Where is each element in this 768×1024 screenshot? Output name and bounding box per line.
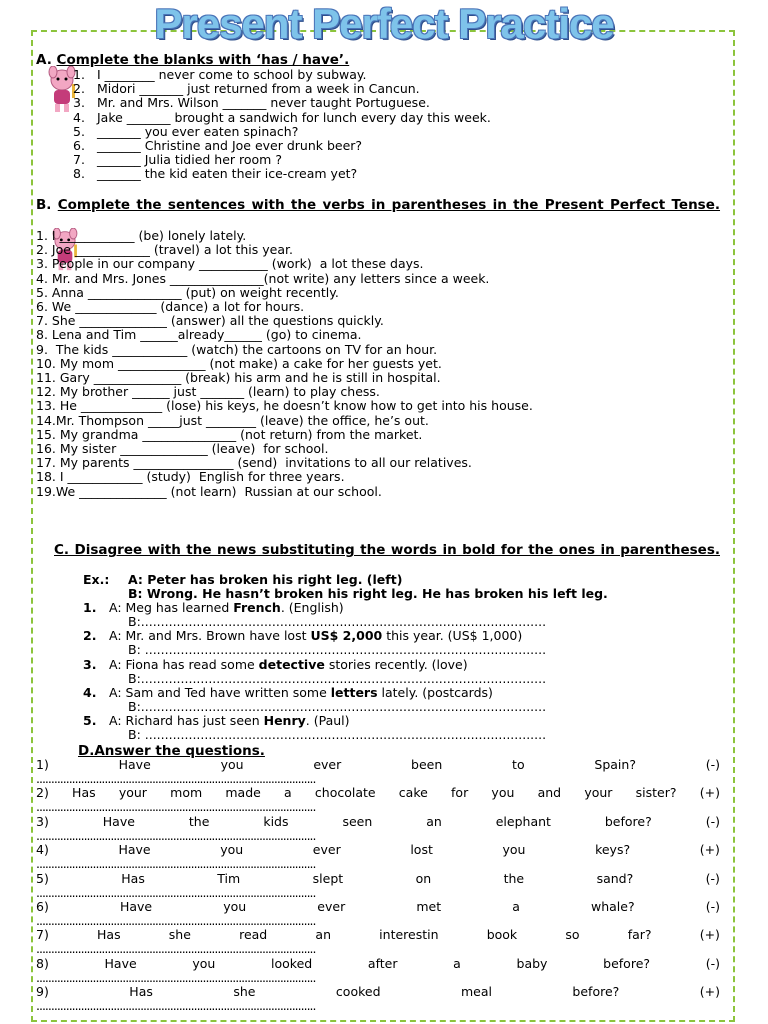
bold-word: French xyxy=(233,600,281,615)
list-item: _______ you ever eaten spinach? xyxy=(97,123,299,139)
question-row xyxy=(36,985,720,999)
answer-line: B:...................................................................................................... xyxy=(128,670,547,686)
question-word: Tim xyxy=(217,870,241,886)
list-item: 9. The kids ____________ (watch) the cartoons on TV for an hour. xyxy=(36,341,438,357)
question-word: Has xyxy=(72,785,96,801)
answer-line: .............................................................................................. xyxy=(36,943,316,956)
question-word: met xyxy=(416,899,442,914)
list-item: 17. My parents ________________ (send) invitations to all our relatives. xyxy=(36,455,472,471)
list-item: 8. Lena and Tim ______already______ (go) to cinema. xyxy=(36,327,362,343)
question-row xyxy=(36,815,720,829)
list-item-number: 3. xyxy=(83,656,97,672)
example-b: B: Wrong. He hasn’t broken his right leg. He has broken his left leg. xyxy=(128,586,608,601)
question-word: (-) xyxy=(705,955,720,971)
question-word: Have xyxy=(119,899,153,914)
list-item: 6. We _____________ (dance) a lot for hours. xyxy=(36,299,305,314)
question-word: Spain? xyxy=(594,757,636,772)
question-word: ever xyxy=(317,899,346,914)
question-word: made xyxy=(225,785,261,801)
list-item: 5. Anna _______________ (put) on weight recently. xyxy=(36,284,339,300)
question-word: your xyxy=(584,785,613,801)
question-word: you xyxy=(192,955,216,971)
bold-word: Henry xyxy=(263,713,306,729)
exercise-statement xyxy=(109,629,522,643)
statement-text: . (Paul) xyxy=(305,713,350,729)
question-word: 1) xyxy=(36,757,49,772)
question-word: (+) xyxy=(699,785,720,801)
question-word: far? xyxy=(627,927,652,943)
question-row xyxy=(36,957,720,971)
question-word: Have xyxy=(104,955,137,971)
question-word: sister? xyxy=(635,785,677,801)
list-item-number: 1. xyxy=(83,600,97,615)
question-word: (-) xyxy=(705,870,720,886)
list-item-number: 2. xyxy=(83,628,97,644)
statement-text: A: Fiona has read some xyxy=(109,656,259,672)
question-word: Has xyxy=(121,870,145,886)
question-word: (-) xyxy=(705,899,720,914)
bold-word: US$ 2,000 xyxy=(310,628,383,644)
list-item: _______ Julia tidied her room ? xyxy=(97,152,282,168)
list-item: _______ Christine and Joe ever drunk beer? xyxy=(97,138,363,153)
answer-line: .............................................................................................. xyxy=(36,801,316,814)
question-word: Has xyxy=(97,927,121,943)
list-item-number: 8. xyxy=(73,166,85,182)
list-item: Midori _______ just returned from a week in Cancun. xyxy=(97,81,420,97)
answer-line: B:...................................................................................................... xyxy=(128,614,547,629)
answer-line: .............................................................................................. xyxy=(36,1000,316,1013)
question-word: a xyxy=(453,955,461,971)
question-word: you xyxy=(220,842,244,858)
list-item: 4. Mr. and Mrs. Jones _______________(not write) any letters since a week. xyxy=(36,270,490,286)
question-word: mom xyxy=(170,785,203,801)
question-word: (-) xyxy=(705,757,720,772)
question-word: Have xyxy=(118,757,151,772)
list-item: Mr. and Mrs. Wilson _______ never taught Portuguese. xyxy=(97,95,430,111)
section-a-heading: A. Complete the blanks with ‘has / have’. xyxy=(36,52,350,68)
list-item-number: 4. xyxy=(73,109,85,125)
section-d-heading: D.Answer the questions. xyxy=(78,743,265,759)
statement-text: stories recently. (love) xyxy=(324,656,468,672)
statement-text: lately. (postcards) xyxy=(377,684,493,700)
question-word: (+) xyxy=(699,927,720,943)
list-item: 14.Mr. Thompson _____just ________ (leave) the office, he’s out. xyxy=(36,412,429,428)
section-c-heading: C. Disagree with the news substituting the words in bold for the ones in parentheses. xyxy=(54,542,720,558)
statement-text: . (English) xyxy=(280,600,344,615)
question-word: an xyxy=(315,927,331,943)
question-word: the xyxy=(503,870,525,886)
question-word: sand? xyxy=(596,870,634,886)
answer-line: B: ..................................................................................................... xyxy=(128,727,547,743)
list-item-number: 4. xyxy=(83,684,97,700)
answer-line: .............................................................................................. xyxy=(36,915,316,927)
question-row xyxy=(36,900,720,914)
question-row xyxy=(36,758,720,772)
question-word: 5) xyxy=(36,870,49,886)
question-word: 7) xyxy=(36,927,49,943)
list-item-number: 5. xyxy=(73,123,85,139)
answer-line: B: ..................................................................................................... xyxy=(128,642,547,658)
question-word: Have xyxy=(102,813,135,829)
question-word: she xyxy=(233,984,256,1000)
question-word: 3) xyxy=(36,813,49,829)
question-word: ever xyxy=(312,842,341,858)
question-word: Have xyxy=(118,842,151,858)
list-item: 10. My mom ______________ (not make) a cake for her guests yet. xyxy=(36,355,442,371)
bold-word: letters xyxy=(330,684,378,700)
list-item: 18. I ____________ (study) English for three years. xyxy=(36,469,345,485)
question-word: cake xyxy=(398,785,428,801)
question-word: elephant xyxy=(495,813,551,829)
question-row xyxy=(36,872,720,886)
question-word: slept xyxy=(312,870,344,886)
question-row xyxy=(36,843,720,857)
question-word: meal xyxy=(460,984,492,1000)
list-item-number: 2. xyxy=(73,81,85,97)
list-item-number: 3. xyxy=(73,95,85,111)
answer-line: .............................................................................................. xyxy=(36,971,316,984)
question-word: before? xyxy=(572,984,620,1000)
page-title: Present Perfect Practice xyxy=(154,0,614,47)
question-word: seen xyxy=(342,813,373,829)
example-a: A: Peter has broken his right leg. (left) xyxy=(128,572,403,587)
list-item: 1. I ____________ (be) lonely lately. xyxy=(36,228,247,243)
list-item: I ________ never come to school by subway. xyxy=(97,67,367,82)
statement-text: this year. (US$ 1,000) xyxy=(382,628,523,644)
question-word: you xyxy=(220,757,244,772)
list-item: 19.We ______________ (not learn) Russian at our school. xyxy=(36,483,382,499)
question-word: (+) xyxy=(699,842,720,858)
question-word: the xyxy=(188,813,210,829)
question-word: she xyxy=(168,927,191,943)
question-word: (+) xyxy=(699,984,720,1000)
question-word: 4) xyxy=(36,842,49,858)
question-word: interestin xyxy=(379,927,439,943)
question-word: 8) xyxy=(36,955,49,971)
question-word: after xyxy=(367,955,398,971)
list-item-number: 6. xyxy=(73,138,85,153)
list-item: _______ the kid eaten their ice-cream yet? xyxy=(97,166,358,182)
answer-line: .............................................................................................. xyxy=(36,773,316,785)
question-word: lost xyxy=(410,842,433,858)
list-item-number: 7. xyxy=(73,152,85,168)
question-word: 9) xyxy=(36,984,49,1000)
answer-line: .............................................................................................. xyxy=(36,886,316,899)
question-word: Has xyxy=(129,984,153,1000)
example-label: Ex.: xyxy=(83,572,110,587)
list-item: 13. He _____________ (lose) his keys, he doesn’t know how to get into his house. xyxy=(36,398,533,414)
list-item: 16. My sister ______________ (leave) for school. xyxy=(36,441,329,456)
question-word: been xyxy=(411,757,443,772)
list-item: 7. She ______________ (answer) all the questions quickly. xyxy=(36,313,384,329)
question-row xyxy=(36,928,720,942)
list-item: 11. Gary ______________ (break) his arm and he is still in hospital. xyxy=(36,370,441,385)
question-word: a xyxy=(284,785,292,801)
answer-line: B:...................................................................................................... xyxy=(128,698,547,714)
list-item-number: 1. xyxy=(73,67,85,82)
statement-text: A: Richard has just seen xyxy=(109,713,264,729)
question-word: you xyxy=(223,899,247,914)
question-word: you xyxy=(502,842,526,858)
list-item: 2. Joe ____________ (travel) a lot this year. xyxy=(36,242,293,258)
question-row xyxy=(36,786,720,800)
question-word: for xyxy=(451,785,469,801)
question-word: 6) xyxy=(36,899,49,914)
question-word: keys? xyxy=(595,842,631,858)
question-word: baby xyxy=(516,955,548,971)
question-word: kids xyxy=(263,813,289,829)
list-item: 3. People in our company ___________ (work) a lot these days. xyxy=(36,256,424,272)
question-word: whale? xyxy=(591,899,635,914)
exercise-statement xyxy=(109,686,493,700)
question-word: on xyxy=(415,870,432,886)
question-word: a xyxy=(512,899,520,914)
statement-text: A: Meg has learned xyxy=(109,600,234,615)
question-word: read xyxy=(239,927,268,943)
question-word: cooked xyxy=(335,984,381,1000)
question-word: looked xyxy=(271,955,313,971)
question-word: you xyxy=(491,785,515,801)
question-word: 2) xyxy=(36,785,49,801)
section-b-heading: B. Complete the sentences with the verbs in parentheses in the Present Perfect Tense. xyxy=(36,197,721,213)
list-item: Jake _______ brought a sandwich for lunch every day this week. xyxy=(97,109,491,125)
statement-text: A: Mr. and Mrs. Brown have lost xyxy=(109,628,311,644)
list-item: 15. My grandma _______________ (not return) from the market. xyxy=(36,426,423,442)
list-item: 12. My brother ______ just _______ (learn) to play chess. xyxy=(36,384,380,400)
question-word: (-) xyxy=(705,813,720,829)
question-word: chocolate xyxy=(314,785,376,801)
answer-line: .............................................................................................. xyxy=(36,858,316,871)
question-word: book xyxy=(486,927,518,943)
statement-text: A: Sam and Ted have written some xyxy=(109,684,331,700)
answer-line: .............................................................................................. xyxy=(36,829,316,842)
exercise-statement xyxy=(109,658,468,672)
question-word: before? xyxy=(603,955,651,971)
list-item-number: 5. xyxy=(83,713,97,729)
bold-word: detective xyxy=(258,656,325,672)
exercise-statement xyxy=(109,601,344,615)
question-word: to xyxy=(512,757,525,772)
question-word: so xyxy=(565,927,580,943)
question-word: ever xyxy=(313,757,342,772)
exercise-statement xyxy=(109,714,350,728)
question-word: your xyxy=(118,785,147,801)
question-word: before? xyxy=(604,813,652,829)
question-word: an xyxy=(426,813,442,829)
question-word: and xyxy=(537,785,562,801)
